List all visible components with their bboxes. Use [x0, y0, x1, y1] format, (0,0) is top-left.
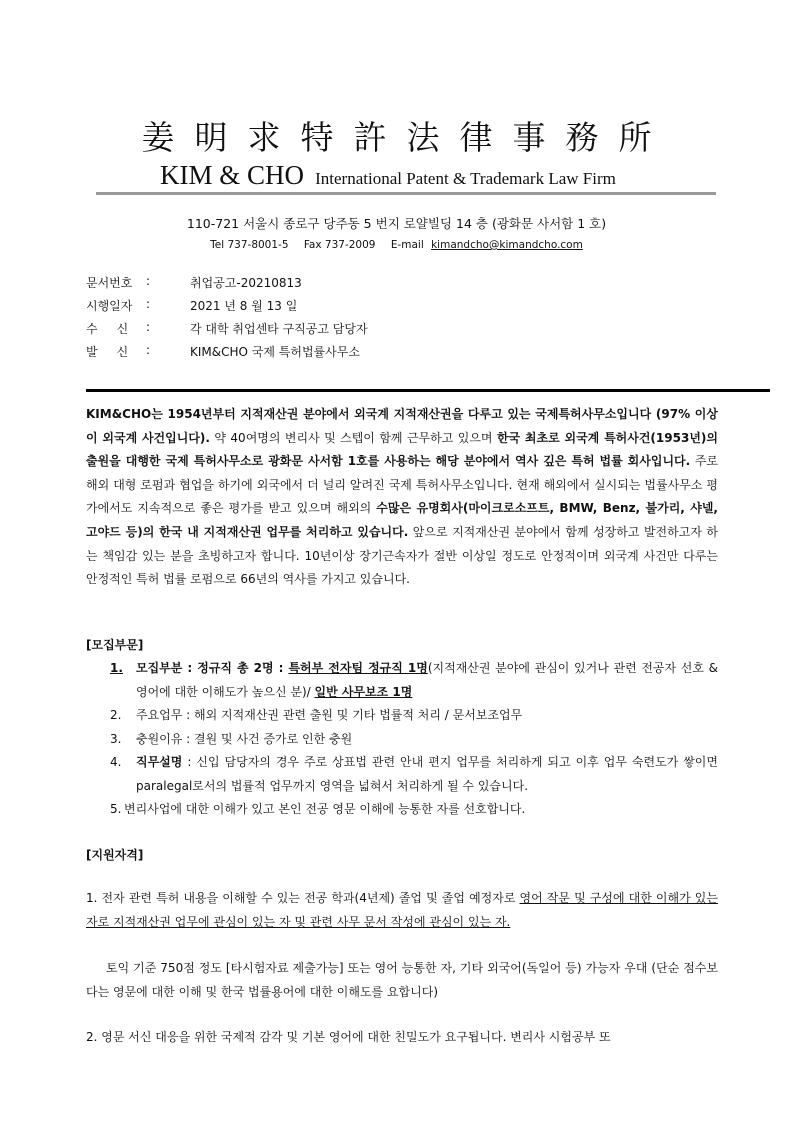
- item-text: 모집부분 : 정규직 총 2명 : 특허부 전자팀 정규직 1명(지적재산권 분야에 관심이 있거나 관련 전공자 선호 & 영어에 대한 이해도가 높으신 분)/ 일반 사무보조 1명: [136, 661, 718, 699]
- qualify-heading: [지원자격]: [86, 848, 144, 862]
- item-number: 5.: [110, 802, 122, 816]
- item-number: 4.: [110, 755, 122, 769]
- qualify-paragraph-1: 1. 전자 관련 특허 내용을 이해할 수 있는 전공 학과(4년제) 졸업 및 졸업 예정자로 영어 작문 및 구성에 대한 이해가 있는 자로 지적재산권 업무에 관심이 있는 자 및 관련 사무 문서 작성에 관심이 있는 자.: [86, 891, 718, 929]
- firm-contact: [0, 239, 793, 251]
- list-item: [110, 798, 718, 822]
- firm-description: International Patent & Trademark Law Firm: [315, 169, 616, 188]
- fax: Fax 737-2009: [303, 239, 376, 251]
- firm-title: [160, 160, 616, 191]
- intro-text-1: 약 40여명의 변리사 및 스텝이 함께 근무하고 있으며: [209, 430, 497, 445]
- firm-address: 110-721 서울시 종로구 당주동 5 번지 로얄빌딩 14 층 (광화문 사서함 1 호): [186, 216, 607, 231]
- meta-row: 발 신 : KIM&CHO 국제 특허법률사무소: [86, 343, 368, 366]
- item-text: 충원이유 : 결원 및 사건 증가로 인한 충원: [136, 731, 353, 746]
- intro-bold-1: KIM&CHO는 1954년부터 지적재산권 분야에서 외국계 지적재산권을 다루고 있는 국제특허사무소입니다 (97% 이상이 외국계 사건입니다).: [86, 407, 718, 445]
- list-item: [110, 704, 718, 728]
- list-item: [110, 728, 718, 752]
- item-text: 변리사업에 대한 이해가 있고 본인 전공 영문 이해에 능통한 자를 선호합니다.: [124, 802, 526, 816]
- meta-key: 수 신: [86, 322, 129, 336]
- meta-value: 2021 년 8 월 13 일: [190, 299, 298, 313]
- meta-key: 발 신: [86, 345, 129, 359]
- qualify-paragraph-2: 2. 영문 서신 대응을 위한 국제적 감각 및 기본 영어에 대한 친밀도가 요구됩니다. 변리사 시험공부 또: [86, 1030, 611, 1044]
- meta-key: 문서번호: [86, 276, 133, 290]
- item-text: 주요업무 : 해외 지적재산권 관련 출원 및 기타 법률적 처리 / 문서보조업무: [136, 708, 523, 722]
- header-divider: [96, 192, 716, 195]
- meta-value: KIM&CHO 국제 특허법률사무소: [190, 345, 360, 359]
- meta-value: 각 대학 취업센타 구직공고 담당자: [190, 322, 368, 336]
- intro-text-3: 앞으로 지적재산권 분야에서 함께 성장하고 발전하고자 하는 책임감 있는 분을 초빙하고자 합니다. 10년이상 장기근속자가 절반 이상일 정도로 안정적이며 외국계 사건만 다루는 안정적인 특허 법률 로펌으로 66년의 역사를 가지고 있습니다.: [86, 524, 718, 587]
- meta-row: 문서번호 : 취업공고-20210813: [86, 274, 368, 297]
- meta-row: 시행일자 : 2021 년 8 월 13 일: [86, 297, 368, 320]
- item-number: 1.: [110, 661, 123, 675]
- intro-bold-2: 한국 최초로 외국계 특허사건(1953년)의 출원을 대행한 국제 특허사무소로 광화문 사서함 1호를 사용하는 해당 분야에서 역사 깊은 특허 법률 회사입니다.: [86, 430, 718, 469]
- email-link[interactable]: kimandcho@kimandcho.com: [431, 239, 583, 251]
- meta-key: 시행일자: [86, 299, 133, 313]
- list-item: [110, 751, 718, 798]
- intro-paragraph: [86, 403, 718, 592]
- firm-hanja-name: 姜明求特許法律事務所: [141, 118, 672, 157]
- qualify-paragraph-1-extra: 토익 기준 750점 정도 [타시험자료 제출가능] 또는 영어 능통한 자, 기타 외국어(독일어 등) 가능자 우대 (단순 점수보다는 영문에 대한 이해 및 한국 법률용어에 대한 이해도를 요합니다): [86, 961, 718, 999]
- section-divider: [86, 389, 770, 392]
- recruit-heading: [모집부문]: [86, 638, 144, 652]
- meta-value: 취업공고-20210813: [190, 276, 302, 290]
- item-number: 2.: [110, 708, 122, 722]
- meta-row: 수 신 : 각 대학 취업센타 구직공고 담당자: [86, 320, 368, 343]
- item-number: 3.: [110, 731, 122, 746]
- firm-name: KIM & CHO: [160, 160, 305, 190]
- item-text: 직무설명 : 신입 담당자의 경우 주로 상표법 관련 안내 편지 업무를 처리하게 되고 이후 업무 숙련도가 쌓이면 paralegal로서의 법률적 업무까지 영역을 넓혀서 처리하게 될 수 있습니다.: [136, 755, 718, 793]
- intro-text-2: 주로 해외 대형 로펌과 협업을 하기에 외국에서 더 널리 알려진 국제 특허사무소입니다. 현재 해외에서 실시되는 법률사무소 평가에서도 지속적으로 좋은 평가를 받고 있으며 해외의: [86, 454, 718, 516]
- email-label: E-mail: [390, 239, 424, 251]
- recruit-list: [110, 657, 718, 822]
- list-item: [110, 657, 718, 704]
- tel: Tel 737-8001-5: [210, 239, 289, 251]
- intro-bold-3: 수많은 유명회사(마이크로소프트, BMW, Benz, 불가리, 샤넬, 고야드 등)의 한국 내 지적재산권 업무를 처리하고 있습니다.: [86, 501, 718, 539]
- document-meta: [86, 274, 368, 366]
